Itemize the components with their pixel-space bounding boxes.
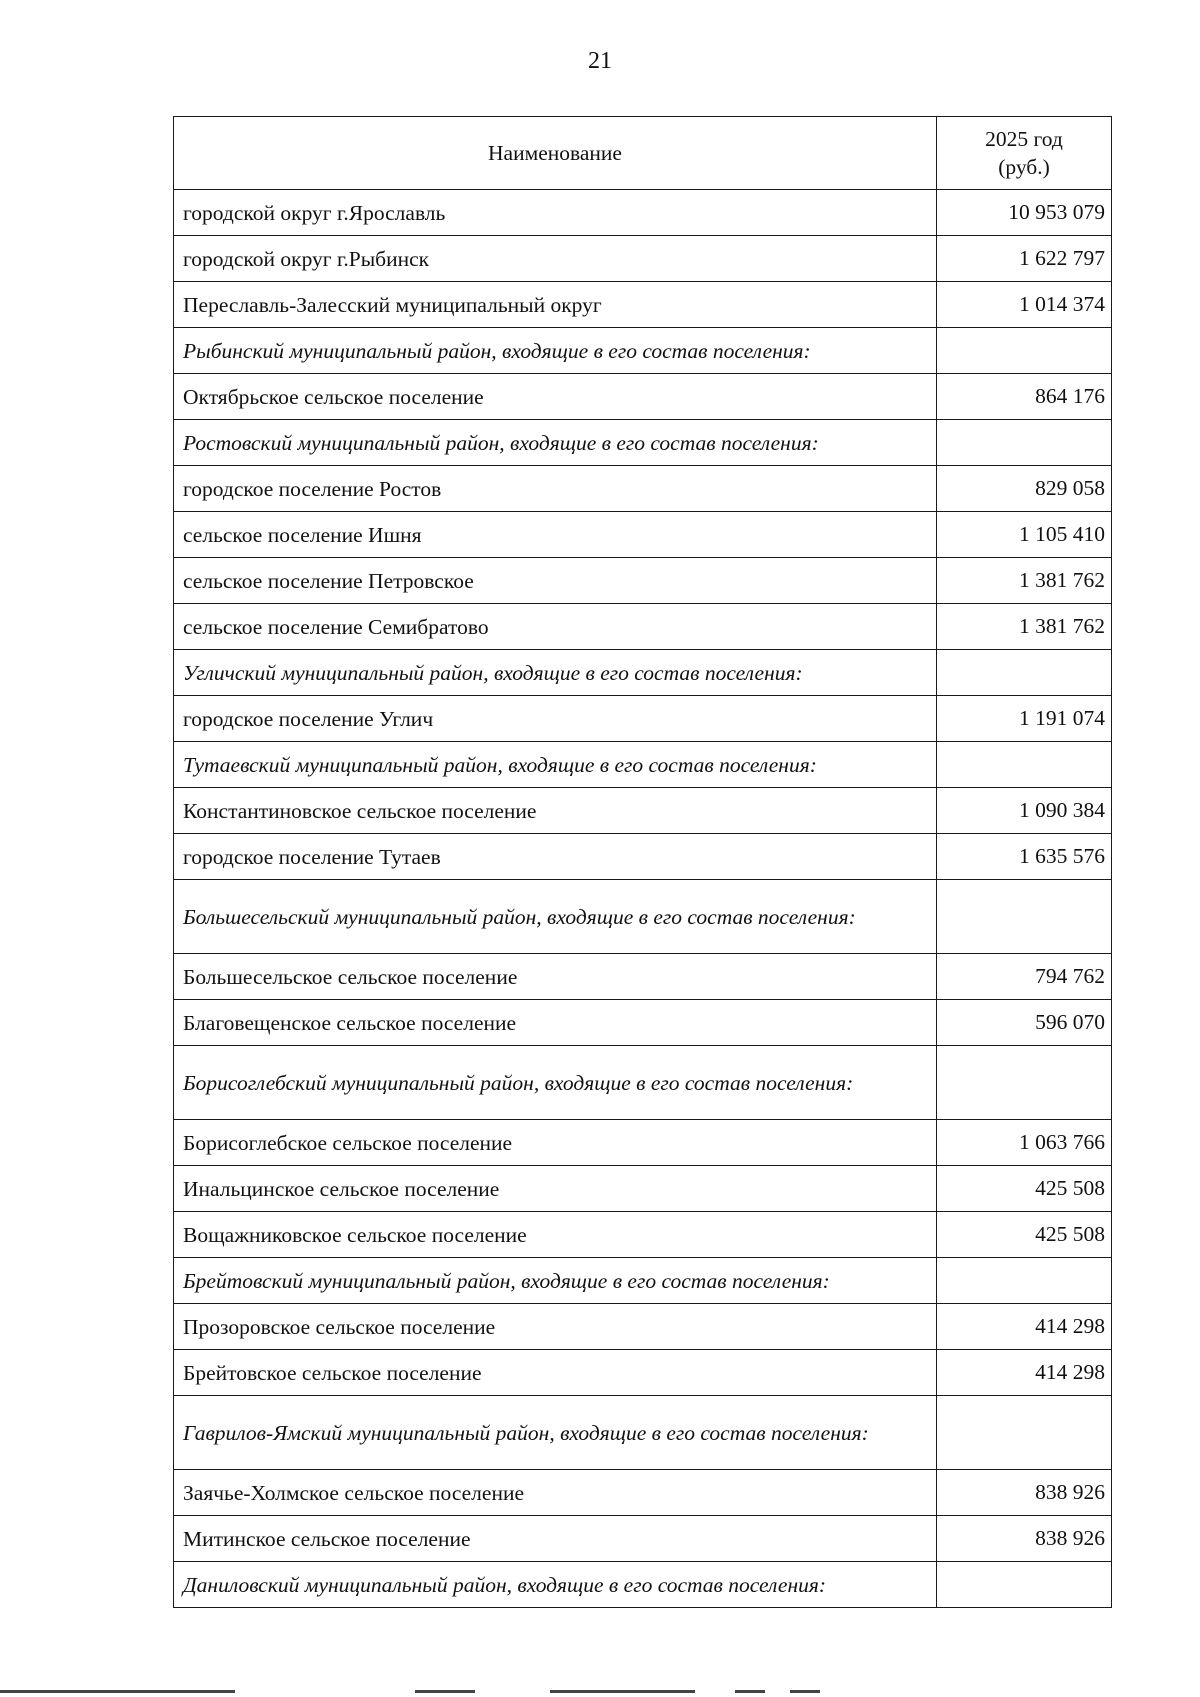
row-value: [937, 1562, 1112, 1608]
header-year: [937, 117, 1112, 190]
group-name: Борисоглебский муниципальный район, входящие в его состав поселения:: [174, 1046, 937, 1120]
row-name: Благовещенское сельское поселение: [174, 1000, 937, 1046]
row-value: 596 070: [937, 1000, 1112, 1046]
table-row: [174, 1304, 1112, 1350]
table-group-row: [174, 1562, 1112, 1608]
row-name: городское поселение Углич: [174, 696, 937, 742]
row-name: сельское поселение Петровское: [174, 558, 937, 604]
table-row: [174, 834, 1112, 880]
group-name: Тутаевский муниципальный район, входящие в его состав поселения:: [174, 742, 937, 788]
row-value: 425 508: [937, 1166, 1112, 1212]
row-value: 1 381 762: [937, 558, 1112, 604]
row-name: Митинское сельское поселение: [174, 1516, 937, 1562]
row-name: Переславль-Залесский муниципальный округ: [174, 282, 937, 328]
row-value: 1 191 074: [937, 696, 1112, 742]
row-name: Заячье-Холмское сельское поселение: [174, 1470, 937, 1516]
row-value: 1 105 410: [937, 512, 1112, 558]
table-row: [174, 1120, 1112, 1166]
table-row: [174, 1350, 1112, 1396]
table-row: [174, 1470, 1112, 1516]
row-value: 838 926: [937, 1516, 1112, 1562]
row-name: Большесельское сельское поселение: [174, 954, 937, 1000]
row-name: сельское поселение Семибратово: [174, 604, 937, 650]
table-row: [174, 512, 1112, 558]
group-name: Брейтовский муниципальный район, входящие в его состав поселения:: [174, 1258, 937, 1304]
table-group-row: [174, 742, 1112, 788]
group-name: Рыбинский муниципальный район, входящие в его состав поселения:: [174, 328, 937, 374]
row-name: городской округ г.Ярославль: [174, 190, 937, 236]
row-value: 864 176: [937, 374, 1112, 420]
row-value: 1 635 576: [937, 834, 1112, 880]
page-number: 21: [588, 48, 612, 74]
row-value: [937, 1258, 1112, 1304]
group-name: Даниловский муниципальный район, входящие в его состав поселения:: [174, 1562, 937, 1608]
table-row: [174, 190, 1112, 236]
table-row: [174, 282, 1112, 328]
table-group-row: [174, 650, 1112, 696]
row-value: [937, 420, 1112, 466]
row-value: [937, 742, 1112, 788]
row-value: 425 508: [937, 1212, 1112, 1258]
table-row: [174, 466, 1112, 512]
row-value: 794 762: [937, 954, 1112, 1000]
table-row: [174, 696, 1112, 742]
table-header-row: [174, 117, 1112, 190]
row-value: 10 953 079: [937, 190, 1112, 236]
table-group-row: [174, 328, 1112, 374]
row-value: [937, 1396, 1112, 1470]
header-name: Наименование: [174, 117, 937, 190]
header-year-line2: (руб.): [998, 155, 1050, 179]
table-group-row: [174, 420, 1112, 466]
table-body: [174, 190, 1112, 1608]
row-name: Прозоровское сельское поселение: [174, 1304, 937, 1350]
row-name: Брейтовское сельское поселение: [174, 1350, 937, 1396]
table-group-row: [174, 1396, 1112, 1470]
budget-table: [173, 116, 1112, 1608]
row-value: [937, 1046, 1112, 1120]
table-row: [174, 1166, 1112, 1212]
group-name: Угличский муниципальный район, входящие в его состав поселения:: [174, 650, 937, 696]
row-name: городское поселение Тутаев: [174, 834, 937, 880]
row-value: 414 298: [937, 1304, 1112, 1350]
table-row: [174, 1516, 1112, 1562]
row-value: [937, 328, 1112, 374]
row-name: городской округ г.Рыбинск: [174, 236, 937, 282]
row-value: 829 058: [937, 466, 1112, 512]
table-row: [174, 1000, 1112, 1046]
row-value: 414 298: [937, 1350, 1112, 1396]
table-group-row: [174, 1046, 1112, 1120]
row-value: 838 926: [937, 1470, 1112, 1516]
table-group-row: [174, 880, 1112, 954]
table-row: [174, 1212, 1112, 1258]
scan-edge-marks: [0, 1690, 1200, 1694]
row-value: 1 063 766: [937, 1120, 1112, 1166]
table-row: [174, 788, 1112, 834]
row-name: Вощажниковское сельское поселение: [174, 1212, 937, 1258]
row-value: 1 381 762: [937, 604, 1112, 650]
row-name: Борисоглебское сельское поселение: [174, 1120, 937, 1166]
header-year-line1: 2025 год: [985, 127, 1063, 151]
row-name: Константиновское сельское поселение: [174, 788, 937, 834]
group-name: Большесельский муниципальный район, входящие в его состав поселения:: [174, 880, 937, 954]
table-row: [174, 954, 1112, 1000]
table-row: [174, 558, 1112, 604]
row-name: Октябрьское сельское поселение: [174, 374, 937, 420]
row-name: городское поселение Ростов: [174, 466, 937, 512]
table-row: [174, 236, 1112, 282]
row-name: сельское поселение Ишня: [174, 512, 937, 558]
group-name: Ростовский муниципальный район, входящие в его состав поселения:: [174, 420, 937, 466]
group-name: Гаврилов-Ямский муниципальный район, входящие в его состав поселения:: [174, 1396, 937, 1470]
row-value: [937, 880, 1112, 954]
row-value: 1 090 384: [937, 788, 1112, 834]
row-value: 1 014 374: [937, 282, 1112, 328]
row-value: 1 622 797: [937, 236, 1112, 282]
table-row: [174, 604, 1112, 650]
row-value: [937, 650, 1112, 696]
table-row: [174, 374, 1112, 420]
row-name: Инальцинское сельское поселение: [174, 1166, 937, 1212]
table-group-row: [174, 1258, 1112, 1304]
